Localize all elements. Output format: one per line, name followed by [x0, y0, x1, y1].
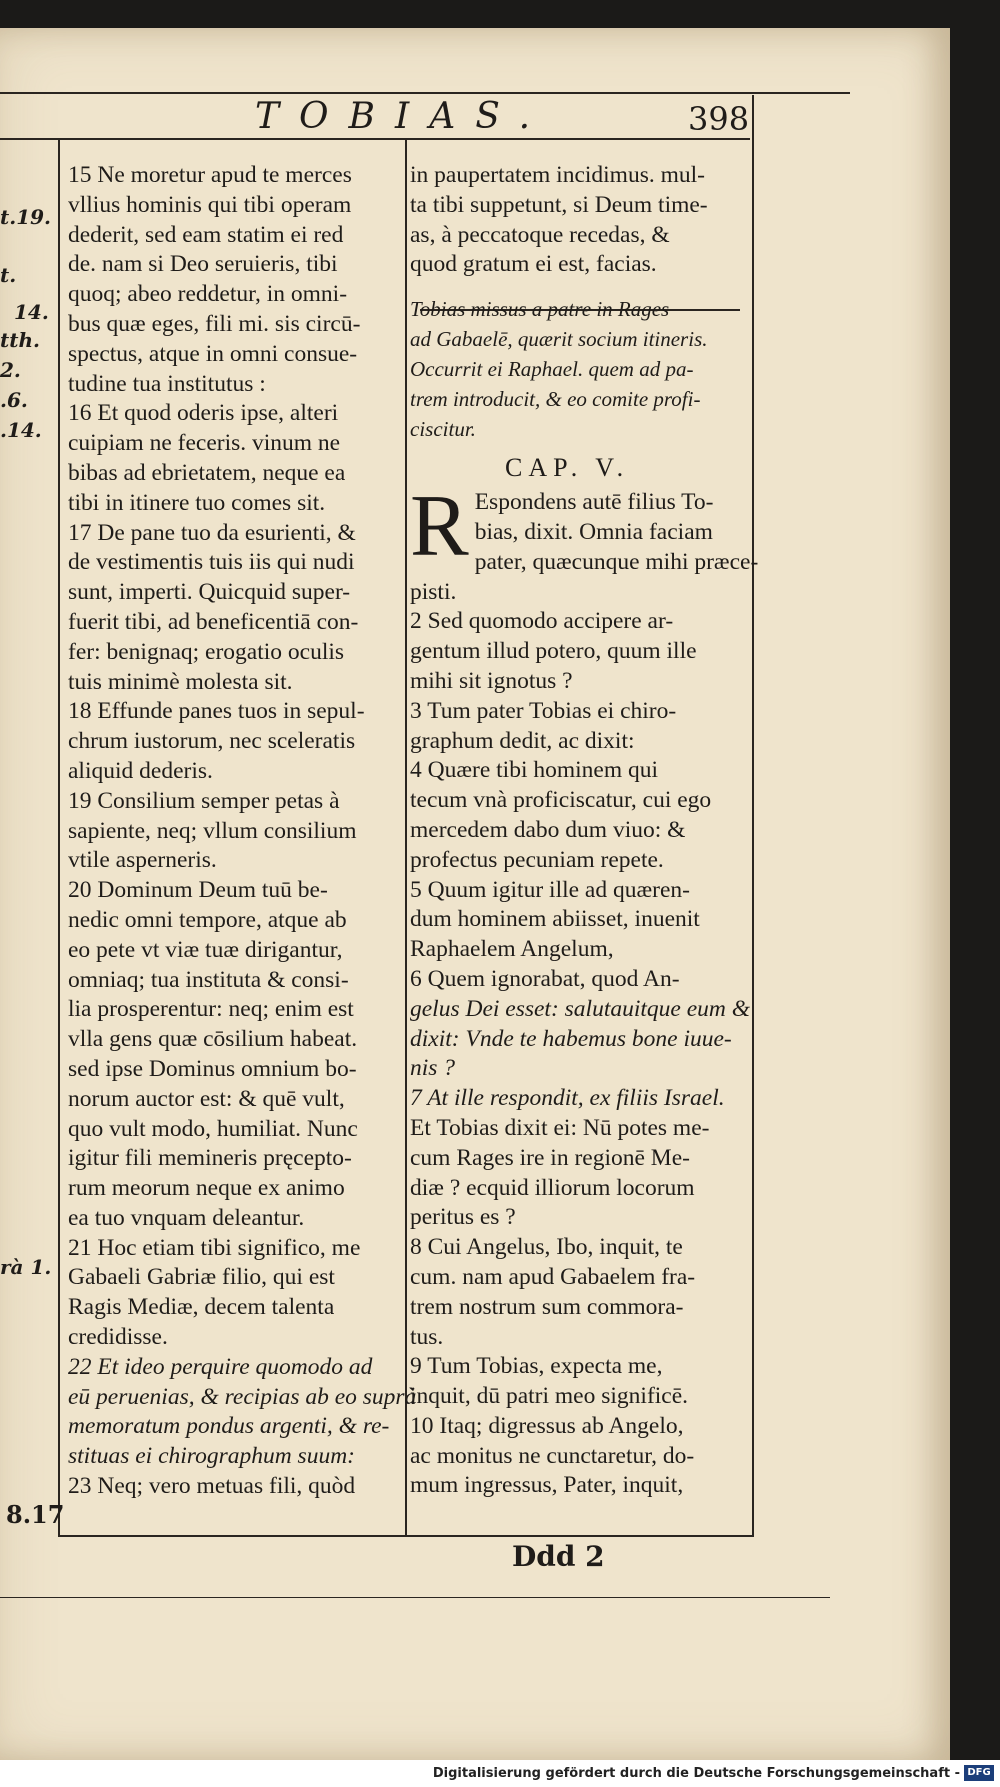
text-line: Occurrit ei Raphael. quem ad pa-	[410, 357, 694, 382]
text-line: 15 Ne moretur apud te merces	[68, 162, 352, 188]
footer-credit: Digitalisierung gefördert durch die Deutsche Forschungsgemeinschaft -	[432, 1766, 960, 1781]
text-line: 17 De pane tuo da esurienti, &	[68, 519, 356, 546]
text-line: igitur fili memineris pręcepto-	[68, 1145, 352, 1172]
text-line: vllius hominis qui tibi operam	[68, 191, 352, 218]
text-line: peritus es ?	[410, 1204, 516, 1231]
text-line: gentum illud potero, quum ille	[410, 638, 697, 665]
text-line: Raphaelem Angelum,	[410, 936, 614, 963]
text-line: mercedem dabo dum viuo: &	[410, 816, 686, 843]
margin-ref: .6.	[0, 388, 28, 412]
text-line: ta tibi suppetunt, si Deum time-	[410, 191, 708, 218]
text-line: Gabaeli Gabriæ filio, qui est	[68, 1264, 335, 1291]
drop-cap: R	[410, 478, 469, 576]
text-line: 16 Et quod oderis ipse, alteri	[68, 400, 339, 427]
text-line: sed ipse Dominus omnium bo-	[68, 1055, 357, 1082]
right-column	[410, 161, 759, 1501]
text-line: ad Gabaelē, quærit socium itineris.	[410, 327, 708, 352]
text-line: ea tuo vnquam deleantur.	[68, 1204, 305, 1231]
text-line: dixit: Vnde te habemus bone iuue-	[410, 1025, 732, 1052]
text-line: eo pete vt viæ tuæ dirigantur,	[68, 936, 343, 963]
text-line: de vestimentis tuis iis qui nudi	[68, 549, 355, 576]
text-line: bibas ad ebrietatem, neque ea	[68, 459, 346, 486]
text-line: rum meorum neque ex animo	[68, 1175, 345, 1202]
text-line: quoq; abeo reddetur, in omni-	[68, 281, 348, 308]
text-line: pisti.	[410, 578, 457, 605]
margin-ref: rà 1.	[0, 1255, 52, 1279]
text-line: quod gratum ei est, facias.	[410, 251, 657, 278]
text-line: tecum vnà proficiscatur, cui ego	[410, 787, 712, 814]
footer-rule	[0, 1597, 830, 1598]
text-line: 23 Neq; vero metuas fili, quòd	[68, 1473, 356, 1500]
text-line: 5 Quum igitur ille ad quæren-	[410, 876, 690, 903]
text-line: Et Tobias dixit ei: Nū potes me-	[410, 1114, 710, 1141]
header-rule	[0, 138, 750, 140]
right-column-body	[410, 478, 759, 1501]
text-line: trem nostrum sum commora-	[410, 1293, 684, 1320]
text-line: vlla gens quæ cōsilium habeat.	[68, 1026, 358, 1053]
text-line: bus quæ eges, fili mi. sis circū-	[68, 310, 361, 337]
text-line: aliquid dederis.	[68, 757, 213, 784]
text-line: diæ ? ecquid illiorum locorum	[410, 1174, 695, 1201]
text-line: omniaq; tua instituta & consi-	[68, 966, 349, 993]
signature-mark: Ddd 2	[512, 1540, 605, 1573]
text-line: de. nam si Deo seruieris, tibi	[68, 251, 338, 278]
text-line: Ragis Mediæ, decem talenta	[68, 1294, 335, 1321]
text-line: tus.	[410, 1323, 444, 1350]
text-line: as, à peccatoque recedas, &	[410, 221, 670, 248]
top-rule	[0, 92, 850, 94]
text-line: spectus, atque in omni consue-	[68, 340, 358, 367]
text-line: in paupertatem incidimus. mul-	[410, 162, 705, 188]
text-line: ac monitus ne cunctaretur, do-	[410, 1442, 695, 1469]
text-line: tibi in itinere tuo comes sit.	[68, 489, 326, 516]
text-line: 18 Effunde panes tuos in sepul-	[68, 698, 365, 725]
text-line: 8 Cui Angelus, Ibo, inquit, te	[410, 1234, 683, 1261]
text-line: nis ?	[410, 1055, 456, 1082]
margin-ref: 2.	[0, 358, 21, 382]
margin-ref: tth.	[0, 328, 40, 352]
text-line: cuipiam ne feceris. vinum ne	[68, 430, 341, 457]
text-line: Espondens autē filius To-	[474, 489, 714, 516]
text-line: gelus Dei esset: salutauitque eum &	[410, 995, 751, 1022]
text-line: graphum dedit, ac dixit:	[410, 727, 635, 754]
margin-ref: t.19.	[0, 205, 51, 229]
text-line: tuis minimè molesta sit.	[68, 668, 293, 695]
text-line: bias, dixit. Omnia faciam	[474, 518, 713, 545]
dfg-logo: DFG	[964, 1765, 994, 1781]
text-line: 4 Quære tibi hominem qui	[410, 757, 659, 784]
text-line: pater, quæcunque mihi præce-	[474, 548, 759, 575]
text-line: cum Rages ire in regionē Me-	[410, 1144, 690, 1171]
text-line: 7 At ille respondit, ex filiis Israel.	[410, 1085, 725, 1112]
text-line: vtile asperneris.	[68, 847, 217, 874]
text-line: tudine tua institutus :	[68, 370, 266, 397]
margin-ref: .14.	[0, 418, 42, 442]
margin-ref: 14.	[14, 300, 49, 324]
text-line: 22 Et ideo perquire quomodo ad	[68, 1353, 373, 1380]
text-line: 3 Tum pater Tobias ei chiro-	[410, 697, 677, 724]
text-line: fer: benignaq; erogatio oculis	[68, 638, 345, 665]
chapter-heading: CAP. V.	[505, 453, 630, 483]
text-line: inquit, dū patri meo significē.	[410, 1383, 689, 1410]
text-line: fuerit tibi, ad beneficentiā con-	[68, 608, 359, 635]
left-column-rule	[58, 140, 60, 1535]
text-line: eū peruenias, & recipias ab eo suprà	[68, 1383, 417, 1410]
text-line: quo vult modo, humiliat. Nunc	[68, 1115, 358, 1142]
text-line: trem introducit, & eo comite profi-	[410, 387, 701, 412]
text-line: Tobias missus a patre in Rages	[410, 297, 670, 322]
bottom-rule	[58, 1535, 754, 1537]
text-line: 20 Dominum Deum tuū be-	[68, 877, 328, 904]
text-line: mum ingressus, Pater, inquit,	[410, 1472, 684, 1499]
right-column-rule	[752, 95, 754, 1535]
text-line: nedic omni tempore, atque ab	[68, 906, 347, 933]
text-line: 2 Sed quomodo accipere ar-	[410, 608, 674, 635]
chapter-summary	[410, 294, 750, 444]
left-column	[68, 161, 417, 1502]
text-line: ciscitur.	[410, 417, 476, 442]
text-line: norum auctor est: & quē vult,	[68, 1085, 345, 1112]
text-line: dederit, sed eam statim ei red	[68, 221, 344, 248]
text-line: 6 Quem ignorabat, quod An-	[410, 965, 680, 992]
text-line: lia prosperentur: neq; enim est	[68, 996, 354, 1023]
text-line: 19 Consilium semper petas à	[68, 787, 340, 814]
text-line: memoratum pondus argenti, & re-	[68, 1413, 390, 1440]
text-line: credidisse.	[68, 1324, 168, 1351]
text-line: 9 Tum Tobias, expecta me,	[410, 1353, 663, 1380]
text-line: 10 Itaq; digressus ab Angelo,	[410, 1412, 684, 1439]
text-line: sapiente, neq; vllum consilium	[68, 817, 357, 844]
text-line: cum. nam apud Gabaelem fra-	[410, 1263, 696, 1290]
margin-ref: t.	[0, 263, 17, 287]
running-title: TOBIAS.	[255, 96, 551, 137]
text-line: chrum iustorum, nec sceleratis	[68, 728, 356, 755]
page-number: 398	[688, 100, 750, 138]
margin-ref: 8.17	[6, 1500, 65, 1529]
text-line: sunt, imperti. Quicquid super-	[68, 579, 351, 606]
text-line: dum hominem abiisset, inuenit	[410, 906, 700, 933]
text-line: mihi sit ignotus ?	[410, 667, 573, 694]
text-line: profectus pecuniam repete.	[410, 846, 664, 873]
right-column-top	[410, 161, 750, 280]
text-line: 21 Hoc etiam tibi significo, me	[68, 1234, 361, 1261]
text-line: stituas ei chirographum suum:	[68, 1443, 356, 1470]
